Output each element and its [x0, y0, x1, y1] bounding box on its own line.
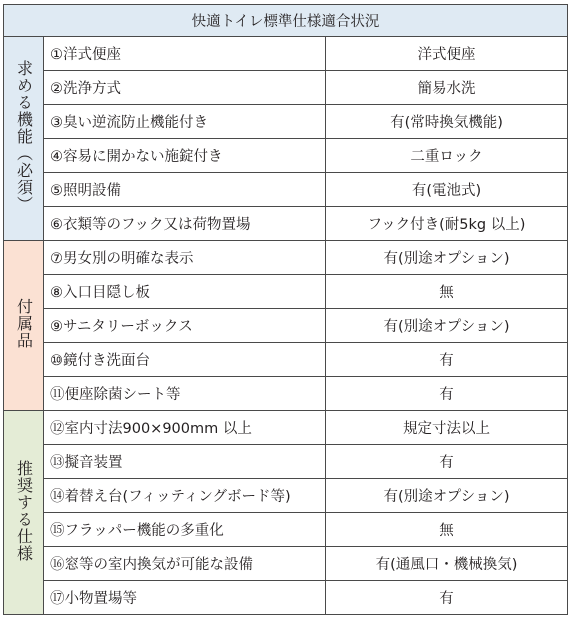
table-row [4, 547, 568, 581]
value-cell: 有 [326, 445, 568, 479]
value-cell: 有 [326, 377, 568, 411]
value-cell: 有(別途オプション) [326, 479, 568, 513]
item-cell: ⑫室内寸法900×900mm 以上 [44, 411, 326, 445]
table-row [4, 275, 568, 309]
spec-table-container [3, 4, 567, 620]
table-row [4, 139, 568, 173]
value-cell: 有 [326, 581, 568, 615]
item-cell: ⑥衣類等のフック又は荷物置場 [44, 207, 326, 241]
value-cell: 有(通風口・機械換気) [326, 547, 568, 581]
item-cell: ④容易に開かない施錠付き [44, 139, 326, 173]
table-row [4, 411, 568, 445]
table-row [4, 105, 568, 139]
item-cell: ①洋式便座 [44, 37, 326, 71]
item-cell: ⑨サニタリーボックス [44, 309, 326, 343]
item-cell: ⑦男女別の明確な表示 [44, 241, 326, 275]
value-cell: 有(別途オプション) [326, 241, 568, 275]
item-cell: ⑯窓等の室内換気が可能な設備 [44, 547, 326, 581]
item-cell: ⑮フラッパー機能の多重化 [44, 513, 326, 547]
table-row [4, 479, 568, 513]
value-cell: 有(別途オプション) [326, 309, 568, 343]
item-cell: ⑪便座除菌シート等 [44, 377, 326, 411]
table-row [4, 377, 568, 411]
table-row [4, 445, 568, 479]
value-cell: 有(常時換気機能) [326, 105, 568, 139]
table-row [4, 207, 568, 241]
item-cell: ②洗浄方式 [44, 71, 326, 105]
item-cell: ⑰小物置場等 [44, 581, 326, 615]
table-row [4, 513, 568, 547]
category-accessories [4, 241, 44, 411]
value-cell: 洋式便座 [326, 37, 568, 71]
table-row [4, 343, 568, 377]
category-required [4, 37, 44, 241]
value-cell: 無 [326, 513, 568, 547]
table-row [4, 37, 568, 71]
table-title: 快適トイレ標準仕様適合状況 [4, 5, 568, 37]
item-cell: ⑬擬音装置 [44, 445, 326, 479]
item-cell: ⑭着替え台(フィッティングボード等) [44, 479, 326, 513]
table-row [4, 309, 568, 343]
value-cell: 規定寸法以上 [326, 411, 568, 445]
value-cell: 簡易水洗 [326, 71, 568, 105]
value-cell: 有 [326, 343, 568, 377]
table-row [4, 173, 568, 207]
category-label: 推奨する仕様 [14, 459, 34, 562]
table-row [4, 241, 568, 275]
category-label: 求める機能（必須） [14, 60, 34, 213]
item-cell: ⑩鏡付き洗面台 [44, 343, 326, 377]
value-cell: 無 [326, 275, 568, 309]
value-cell: フック付き(耐5kg 以上) [326, 207, 568, 241]
item-cell: ③臭い逆流防止機能付き [44, 105, 326, 139]
item-cell: ⑧入口目隠し板 [44, 275, 326, 309]
value-cell: 二重ロック [326, 139, 568, 173]
table-row [4, 71, 568, 105]
spec-compliance-table [3, 4, 568, 615]
category-label: 付属品 [14, 298, 34, 349]
table-row [4, 581, 568, 615]
value-cell: 有(電池式) [326, 173, 568, 207]
category-recommended [4, 411, 44, 615]
item-cell: ⑤照明設備 [44, 173, 326, 207]
